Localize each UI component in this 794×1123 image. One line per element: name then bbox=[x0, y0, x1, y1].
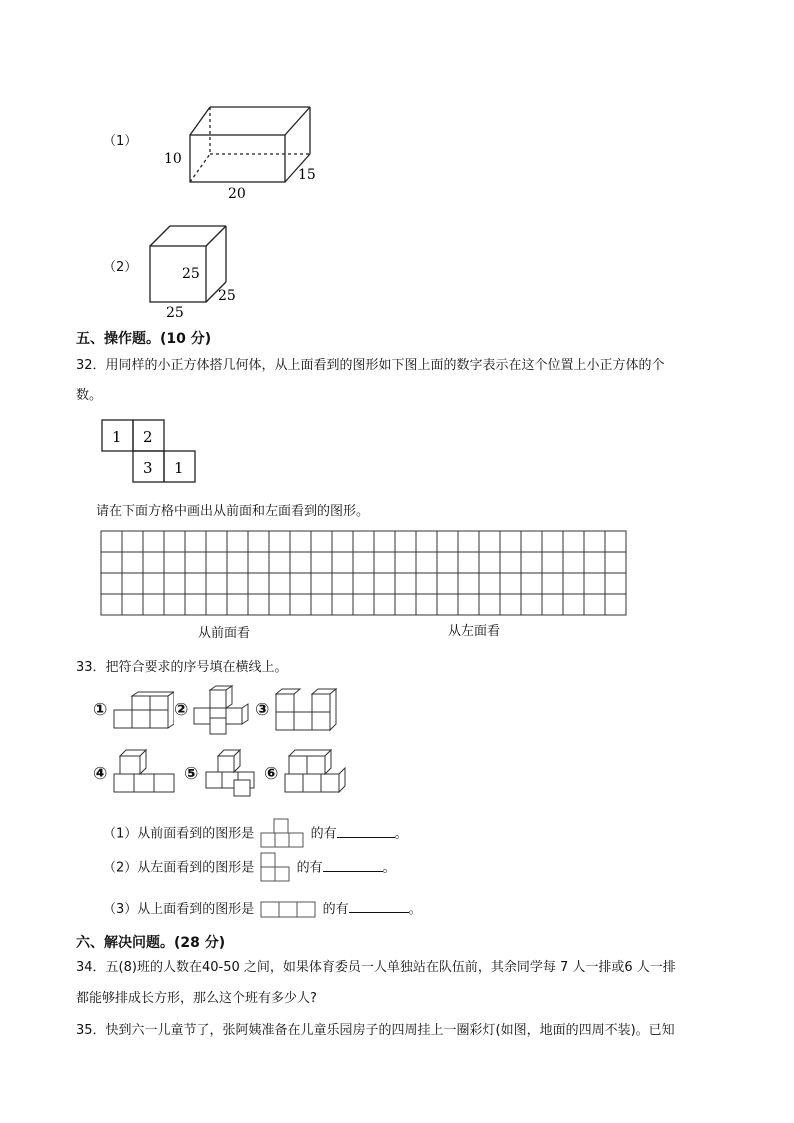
grid-cell[interactable] bbox=[227, 573, 248, 594]
q33-sub1-have: 的有 bbox=[310, 826, 337, 842]
grid-cell[interactable] bbox=[353, 552, 374, 573]
grid-cell[interactable] bbox=[269, 594, 290, 615]
section-5-heading: 五、操作题。(10 分) bbox=[76, 331, 212, 347]
grid-cell[interactable] bbox=[353, 573, 374, 594]
cuboid-width: 15 bbox=[298, 167, 316, 183]
grid-cell[interactable] bbox=[563, 531, 584, 552]
grid-cell[interactable] bbox=[101, 573, 122, 594]
grid-cell[interactable] bbox=[185, 594, 206, 615]
grid-cell[interactable] bbox=[206, 594, 227, 615]
top-view-icon bbox=[260, 901, 316, 919]
grid-cell[interactable] bbox=[605, 594, 626, 615]
grid-cell[interactable] bbox=[458, 573, 479, 594]
section-6-heading: 六、解决问题。(28 分) bbox=[76, 935, 226, 951]
top-view-cell: 2 bbox=[143, 428, 153, 446]
grid-cell[interactable] bbox=[248, 552, 269, 573]
grid-cell[interactable] bbox=[101, 531, 122, 552]
figure-1-label: （1） bbox=[103, 134, 138, 149]
grid-cell[interactable] bbox=[521, 531, 542, 552]
grid-cell[interactable] bbox=[206, 531, 227, 552]
grid-cell[interactable] bbox=[416, 594, 437, 615]
option-3-shape bbox=[274, 686, 338, 734]
top-view-grid bbox=[100, 418, 200, 484]
grid-cell[interactable] bbox=[479, 573, 500, 594]
grid-cell[interactable] bbox=[584, 573, 605, 594]
grid-cell[interactable] bbox=[353, 531, 374, 552]
grid-cell[interactable] bbox=[458, 531, 479, 552]
q34-line2: 都能够排成长方形，那么这个班有多少人? bbox=[76, 991, 317, 1006]
grid-cell[interactable] bbox=[332, 552, 353, 573]
grid-cell[interactable] bbox=[395, 594, 416, 615]
grid-cell[interactable] bbox=[605, 552, 626, 573]
grid-cell[interactable] bbox=[353, 594, 374, 615]
grid-cell[interactable] bbox=[311, 531, 332, 552]
grid-cell[interactable] bbox=[227, 552, 248, 573]
grid-cell[interactable] bbox=[374, 531, 395, 552]
q33-sub1-text: （1）从前面看到的图形是 bbox=[103, 826, 255, 842]
grid-cell[interactable] bbox=[164, 573, 185, 594]
grid-cell[interactable] bbox=[122, 594, 143, 615]
grid-cell[interactable] bbox=[521, 552, 542, 573]
grid-cell[interactable] bbox=[269, 573, 290, 594]
grid-cell[interactable] bbox=[416, 573, 437, 594]
grid-cell[interactable] bbox=[584, 552, 605, 573]
q33-text: 33．把符合要求的序号填在横线上。 bbox=[76, 660, 288, 675]
grid-cell[interactable] bbox=[122, 552, 143, 573]
grid-cell[interactable] bbox=[122, 573, 143, 594]
grid-cell[interactable] bbox=[269, 552, 290, 573]
left-view-icon bbox=[260, 852, 290, 884]
grid-cell[interactable] bbox=[122, 531, 143, 552]
grid-cell[interactable] bbox=[332, 531, 353, 552]
grid-cell[interactable] bbox=[248, 594, 269, 615]
grid-cell[interactable] bbox=[332, 594, 353, 615]
answer-blank-2[interactable] bbox=[323, 857, 383, 872]
option-5-shape bbox=[204, 746, 266, 798]
cube-edge-front: 25 bbox=[182, 266, 200, 282]
top-view-cell: 1 bbox=[112, 428, 122, 446]
grid-cell[interactable] bbox=[542, 531, 563, 552]
grid-cell[interactable] bbox=[395, 573, 416, 594]
cuboid-length: 20 bbox=[228, 186, 246, 202]
grid-cell[interactable] bbox=[521, 573, 542, 594]
grid-cell[interactable] bbox=[227, 594, 248, 615]
figure-2-label: （2） bbox=[103, 260, 138, 275]
grid-cell[interactable] bbox=[227, 531, 248, 552]
grid-cell[interactable] bbox=[269, 531, 290, 552]
grid-cell[interactable] bbox=[479, 594, 500, 615]
grid-cell[interactable] bbox=[416, 531, 437, 552]
option-number: ② bbox=[174, 700, 189, 720]
grid-cell[interactable] bbox=[185, 531, 206, 552]
option-number: ① bbox=[93, 700, 108, 720]
option-number: ③ bbox=[255, 700, 270, 720]
option-4-shape bbox=[112, 746, 178, 798]
grid-cell[interactable] bbox=[374, 573, 395, 594]
grid-cell[interactable] bbox=[479, 552, 500, 573]
grid-cell[interactable] bbox=[185, 552, 206, 573]
grid-cell[interactable] bbox=[542, 594, 563, 615]
period: 。 bbox=[394, 826, 408, 842]
grid-label-front: 从前面看 bbox=[198, 626, 251, 641]
q32-text-cont: 数。 bbox=[76, 388, 103, 403]
option-2-shape bbox=[192, 684, 258, 736]
grid-cell[interactable] bbox=[248, 531, 269, 552]
grid-cell[interactable] bbox=[437, 573, 458, 594]
grid-cell[interactable] bbox=[563, 552, 584, 573]
q33-sub2 bbox=[103, 852, 396, 884]
grid-cell[interactable] bbox=[290, 552, 311, 573]
q33-sub3-text: （3）从上面看到的图形是 bbox=[103, 902, 255, 917]
option-number: ⑥ bbox=[264, 764, 279, 784]
grid-cell[interactable] bbox=[458, 594, 479, 615]
grid-cell[interactable] bbox=[206, 552, 227, 573]
grid-label-left: 从左面看 bbox=[448, 624, 501, 639]
grid-cell[interactable] bbox=[290, 531, 311, 552]
grid-cell[interactable] bbox=[605, 573, 626, 594]
grid-cell[interactable] bbox=[185, 573, 206, 594]
grid-cell[interactable] bbox=[311, 573, 332, 594]
cube-edge-side: 25 bbox=[218, 288, 236, 304]
option-1-shape bbox=[112, 690, 174, 732]
grid-cell[interactable] bbox=[437, 552, 458, 573]
grid-cell[interactable] bbox=[563, 594, 584, 615]
grid-cell[interactable] bbox=[206, 573, 227, 594]
grid-cell[interactable] bbox=[311, 594, 332, 615]
period: 。 bbox=[408, 902, 422, 917]
grid-cell[interactable] bbox=[437, 531, 458, 552]
cuboid-figure bbox=[160, 95, 330, 205]
grid-cell[interactable] bbox=[164, 594, 185, 615]
grid-cell[interactable] bbox=[458, 552, 479, 573]
grid-cell[interactable] bbox=[248, 573, 269, 594]
grid-cell[interactable] bbox=[290, 594, 311, 615]
grid-cell[interactable] bbox=[395, 531, 416, 552]
grid-cell[interactable] bbox=[374, 552, 395, 573]
grid-cell[interactable] bbox=[332, 573, 353, 594]
q33-sub1 bbox=[103, 818, 408, 850]
q33-sub2-text: （2）从左面看到的图形是 bbox=[103, 860, 255, 876]
option-number: ⑤ bbox=[184, 764, 199, 784]
grid-cell[interactable] bbox=[101, 552, 122, 573]
grid-cell[interactable] bbox=[143, 573, 164, 594]
grid-cell[interactable] bbox=[164, 552, 185, 573]
period: 。 bbox=[382, 860, 396, 876]
grid-cell[interactable] bbox=[584, 531, 605, 552]
front-view-icon bbox=[260, 818, 304, 850]
drawing-grid[interactable] bbox=[100, 530, 632, 622]
grid-cell[interactable] bbox=[500, 552, 521, 573]
q33-sub2-have: 的有 bbox=[296, 860, 323, 876]
grid-cell[interactable] bbox=[437, 594, 458, 615]
top-view-cell: 3 bbox=[143, 459, 153, 477]
grid-cell[interactable] bbox=[500, 531, 521, 552]
q34-line1: 34．五(8)班的人数在40-50 之间，如果体育委员一人单独站在队伍前，其余同学每 7 人一排或6 人一排 bbox=[76, 960, 676, 975]
answer-blank-1[interactable] bbox=[337, 823, 395, 838]
grid-cell[interactable] bbox=[311, 552, 332, 573]
option-number: ④ bbox=[93, 764, 108, 784]
grid-cell[interactable] bbox=[143, 552, 164, 573]
answer-blank-3[interactable] bbox=[349, 898, 409, 913]
grid-cell[interactable] bbox=[290, 573, 311, 594]
grid-cell[interactable] bbox=[563, 573, 584, 594]
q32-text: 32．用同样的小正方体搭几何体，从上面看到的图形如下图上面的数字表示在这个位置上小正方体的个 bbox=[76, 358, 665, 373]
grid-cell[interactable] bbox=[416, 552, 437, 573]
cuboid-height: 10 bbox=[164, 151, 182, 167]
grid-cell[interactable] bbox=[101, 594, 122, 615]
grid-cell[interactable] bbox=[521, 594, 542, 615]
grid-cell[interactable] bbox=[500, 573, 521, 594]
q33-sub3 bbox=[103, 898, 422, 919]
q32-instruction: 请在下面方格中画出从前面和左面看到的图形。 bbox=[96, 504, 370, 519]
grid-cell[interactable] bbox=[374, 594, 395, 615]
grid-cell[interactable] bbox=[143, 531, 164, 552]
grid-cell[interactable] bbox=[542, 573, 563, 594]
grid-cell[interactable] bbox=[500, 594, 521, 615]
cube-figure bbox=[140, 220, 250, 320]
grid-cell[interactable] bbox=[479, 531, 500, 552]
cube-edge-bottom: 25 bbox=[166, 305, 184, 320]
grid-cell[interactable] bbox=[584, 594, 605, 615]
top-view-cell: 1 bbox=[174, 459, 184, 477]
grid-cell[interactable] bbox=[605, 531, 626, 552]
q35-line1: 35．快到六一儿童节了，张阿姨准备在儿童乐园房子的四周挂上一圈彩灯(如图，地面的四周不装)。已知 bbox=[76, 1023, 675, 1038]
q33-sub3-have: 的有 bbox=[322, 902, 349, 917]
grid-cell[interactable] bbox=[164, 531, 185, 552]
grid-cell[interactable] bbox=[395, 552, 416, 573]
grid-cell[interactable] bbox=[143, 594, 164, 615]
option-6-shape bbox=[283, 744, 349, 796]
grid-cell[interactable] bbox=[542, 552, 563, 573]
